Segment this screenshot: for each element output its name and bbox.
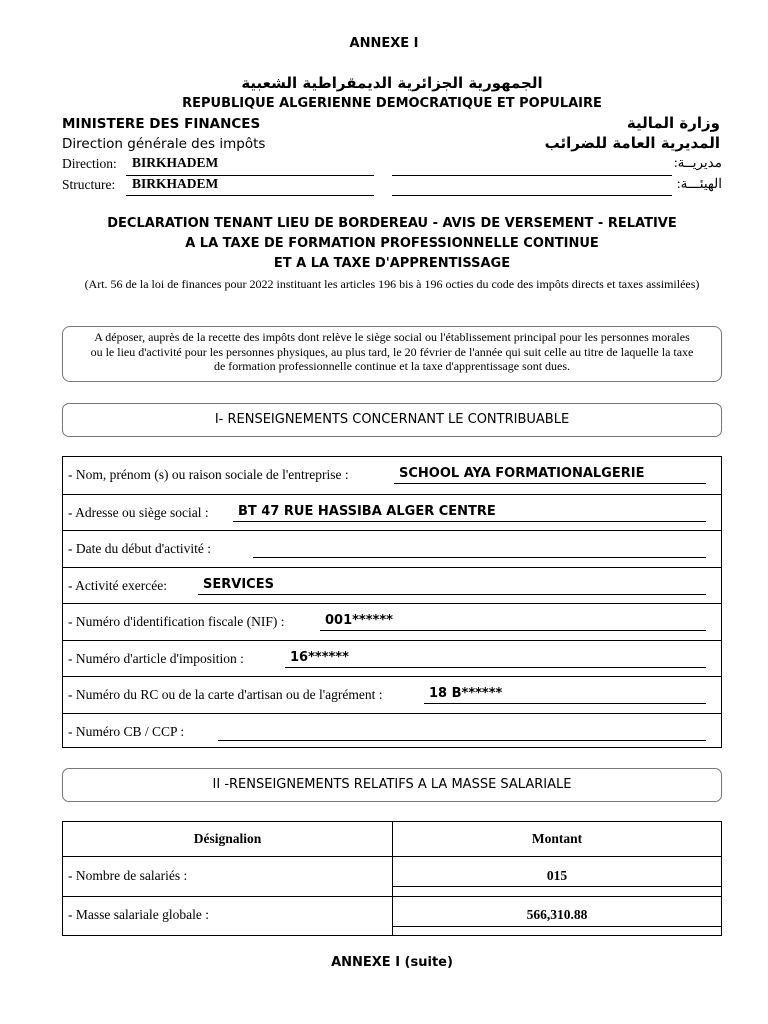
form-row-date-debut [63,530,721,567]
masse-salariale-table [62,821,722,936]
form-row-raison-sociale [63,457,721,494]
structure-ar-label: الهيئـــة: [676,176,722,191]
nombre-salaries-value[interactable]: 015 [546,868,568,883]
table-divider [63,856,721,857]
form-row-adresse [63,494,721,531]
section-contribuable-header: I- RENSEIGNEMENTS CONCERNANT LE CONTRIBUABLE [62,403,722,437]
adresse-field[interactable]: BT 47 RUE HASSIBA ALGER CENTRE [238,503,496,519]
rc-field[interactable]: 18 B****** [429,686,503,701]
ministry-ar: وزارة المالية [626,114,720,132]
annex-suite-title: ANNEXE I (suite) [331,955,453,970]
row-label: - Numéro du RC ou de la carte d'artisan ou de l'agrément : [68,687,383,702]
contribuable-form [62,456,722,748]
row-underline [233,521,706,522]
row-label: - Numéro d'identification fiscale (NIF) : [68,614,285,629]
row-underline [394,483,706,484]
notice-line: ou le lieu d'activité pour les personnes physiques, au plus tard, le 20 février de l'année qui suit celle au titre de laquelle la taxe [90,344,694,359]
column-header-montant: Montant [531,831,583,846]
row-underline [285,667,706,668]
french-republic-title: REPUBLIQUE ALGERIENNE DEMOCRATIQUE ET POPULAIRE [182,96,602,111]
direction-label: Direction: [62,156,117,171]
form-row-rc [63,676,721,713]
notice-line: de formation professionnelle continue et la taxe d'apprentissage sont dues. [213,359,571,373]
declaration-title-line2: A LA TAXE DE FORMATION PROFESSIONNELLE CONTINUE [185,236,599,251]
form-row-nif [63,603,721,640]
row-underline [218,740,706,741]
masse-salariale-label: - Masse salariale globale : [68,907,209,922]
row-label: - Adresse ou siège social : [68,504,209,520]
ministry-fr: MINISTERE DES FINANCES [62,116,261,132]
article-imposition-field[interactable]: 16****** [290,649,349,665]
nombre-salaries-label: - Nombre de salariés : [68,868,188,883]
declaration-title-line3: ET A LA TAXE D'APPRENTISSAGE [273,256,511,271]
table-divider [393,926,721,927]
row-label: - Nom, prénom (s) ou raison sociale de l'entreprise : [68,467,349,482]
table-divider [63,896,721,897]
direction-generale-fr: Direction générale des impôts [62,136,266,152]
direction-value[interactable]: BIRKHADEM [132,155,219,170]
row-underline [320,630,706,631]
filing-notice-box [62,326,722,382]
nif-field[interactable]: 001****** [325,613,393,628]
annex-title: ANNEXE I [349,36,419,51]
notice-line: A déposer, auprès de la recette des impôts dont relève le siège social ou l'établissement principal pour les personnes morales [94,330,690,344]
arabic-republic-title: الجمهورية الجزائرية الديمقراطية الشعبية [241,74,543,92]
raison-sociale-field[interactable]: SCHOOL AYA FORMATIONALGERIE [399,466,645,481]
row-underline [198,594,706,595]
row-label: - Activité exercée: [68,577,167,593]
row-label: - Numéro CB / CCP : [68,723,185,739]
activite-field[interactable]: SERVICES [203,576,274,592]
form-row-activite [63,567,721,604]
declaration-title-line1: DECLARATION TENANT LIEU DE BORDEREAU - AVIS DE VERSEMENT - RELATIVE [107,216,677,231]
masse-salariale-value[interactable]: 566,310.88 [526,907,588,922]
row-label: - Date du début d'activité : [68,541,212,556]
column-header-designation: Désignalion [193,831,262,846]
section-masse-salariale-header: II -RENSEIGNEMENTS RELATIFS A LA MASSE SALARIALE [62,768,722,802]
row-label: - Numéro d'article d'imposition : [68,650,244,666]
direction-generale-ar: المديرية العامة للضرائب [544,134,720,152]
row-underline [424,703,706,704]
form-row-cb-ccp [63,713,721,750]
article-reference: (Art. 56 de la loi de finances pour 2022 instituant les articles 196 bis à 196 octies du code des impôts directs et taxes assimilées) [84,277,700,291]
row-underline [253,557,706,558]
structure-label: Structure: [62,177,116,192]
table-divider [393,886,721,887]
direction-ar-underline [392,175,672,176]
direction-ar-label: مديريــة: [673,155,722,170]
form-row-article [63,640,721,677]
structure-underline [126,195,374,196]
structure-ar-underline [392,195,672,196]
structure-value[interactable]: BIRKHADEM [132,176,219,191]
